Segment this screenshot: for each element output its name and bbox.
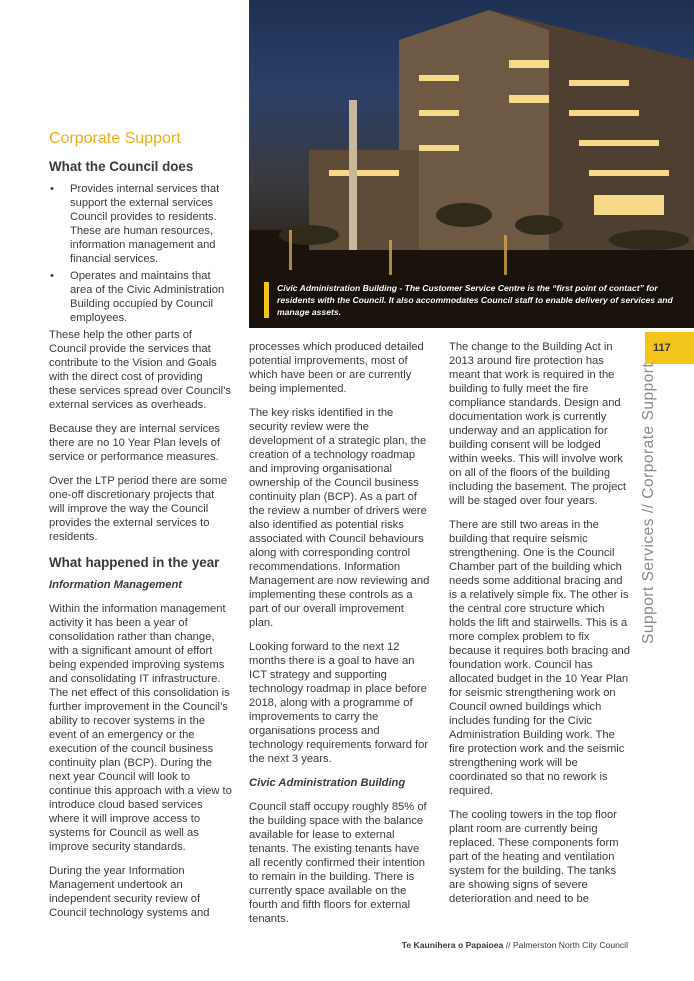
column-1 xyxy=(49,129,232,930)
list-item: • Operates and maintains that area of the Civic Administration Building occupied by Council employees. xyxy=(49,269,232,325)
paragraph: The change to the Building Act in 2013 around fire protection has meant that work is required in the building to fully meet the fire compliance standards. Design and documentation work is currently underway and an application for building consent will be lodged within weeks. This will involve work on all of the floors of the building including the basement. The project will be staged over four years. xyxy=(449,341,627,507)
building-illustration xyxy=(249,0,694,328)
list-item: • Provides internal services that support the external services Council provides to residents. These are human resources, information management and financial services. xyxy=(49,182,232,266)
caption-accent-bar xyxy=(264,282,269,318)
paragraph: Over the LTP period there are some one-off discretionary projects that will improve the way the Council provides the external services to residents. xyxy=(49,475,228,543)
page-footer xyxy=(402,940,628,950)
subheading-information-management: Information Management xyxy=(49,579,183,591)
paragraph: processes which produced detailed potential improvements, most of which have been or are currently being implemented. xyxy=(249,341,424,395)
paragraph: Looking forward to the next 12 months there is a goal to have an ICT strategy and supporting technology roadmap in place before 2018, along with a programme of improvements to carry the organisations process and technology requirements forward for the next 3 years. xyxy=(249,641,429,765)
side-section-title: Support Services // Corporate Support xyxy=(640,362,657,644)
column-2 xyxy=(249,340,431,936)
heading-what-council-does: What the Council does xyxy=(49,159,194,174)
section-title: Corporate Support xyxy=(49,130,181,147)
paragraph: Because they are internal services there are no 10 Year Plan levels of service or performance measures. xyxy=(49,423,221,463)
paragraph: The cooling towers in the top floor plant room are currently being replaced. These components form part of the heating and ventilation system for the building. The tanks are showing signs of severe deterioration and need to be xyxy=(449,809,619,905)
paragraph: Council staff occupy roughly 85% of the building space with the balance available for lease to external tenants. The existing tenants have all recently confirmed their intention to remain in the building. There is currently space available on the fourth and fifth floors for external tenants. xyxy=(249,801,427,925)
paragraph: During the year Information Management undertook an independent security review of Council technology systems and xyxy=(49,865,210,919)
paragraph: These help the other parts of Council provide the services that contribute to the Vision and Goals with the direct cost of providing these services spread over Council’s external services as overheads. xyxy=(49,329,231,411)
paragraph: There are still two areas in the building that require seismic strengthening. One is the Council Chamber part of the building which needs some additional bracing and is a relatively simple fix. The other is the central core structure which holds the lift and stairwells. This is a more complex problem to fix because it requires both bracing and foundation work. Council has allocated budget in the 10 Year Plan for seismic strengthening work on Council owned buildings which includes funding for the Civic Administration Building work. The fire protection work and the seismic strengthening work will be coordinated so that no rework is required. xyxy=(449,519,630,797)
footer-org-maori: Te Kaunihera o Papaioea xyxy=(401,940,504,950)
footer-separator: // xyxy=(503,940,513,950)
subheading-civic-administration-building: Civic Administration Building xyxy=(249,777,406,789)
building-photo xyxy=(249,0,694,328)
heading-what-happened: What happened in the year xyxy=(49,555,220,570)
paragraph: Within the information management activity it has been a year of consolidation rather than change, with a significant amount of effort being expended improving systems and consolidating IT infrastructure. The net effect of this consolidation is further improvement in the Council’s ability to recover systems in the event of an emergency or the execution of the council business continuity plan (BCP). During the next year Council will look to continue this approach with a view to introduce cloud based services where it will improve access to systems for Council as well as improve security standards. xyxy=(49,603,232,853)
paragraph: The key risks identified in the security review were the development of a strategic plan, the creation of a technology roadmap and improving organisational ownership of the Council business continuity plan (BCP). As a part of the review a number of drivers were also identified as potential risks associated with Council behaviours along with corresponding control recommendations. Information Management are now reviewing and implementing these controls as a part of our overall improvement plan. xyxy=(249,407,430,629)
bullet-list xyxy=(49,182,232,325)
photo-caption: Civic Administration Building - The Customer Service Centre is the “first point of contact” for residents with the Council. It also accommodates Council staff to enable delivery of services and manage assets. xyxy=(277,283,673,317)
page-number: 117 xyxy=(645,332,694,364)
column-3 xyxy=(449,340,630,916)
footer-org-english: Palmerston North City Council xyxy=(512,940,628,950)
